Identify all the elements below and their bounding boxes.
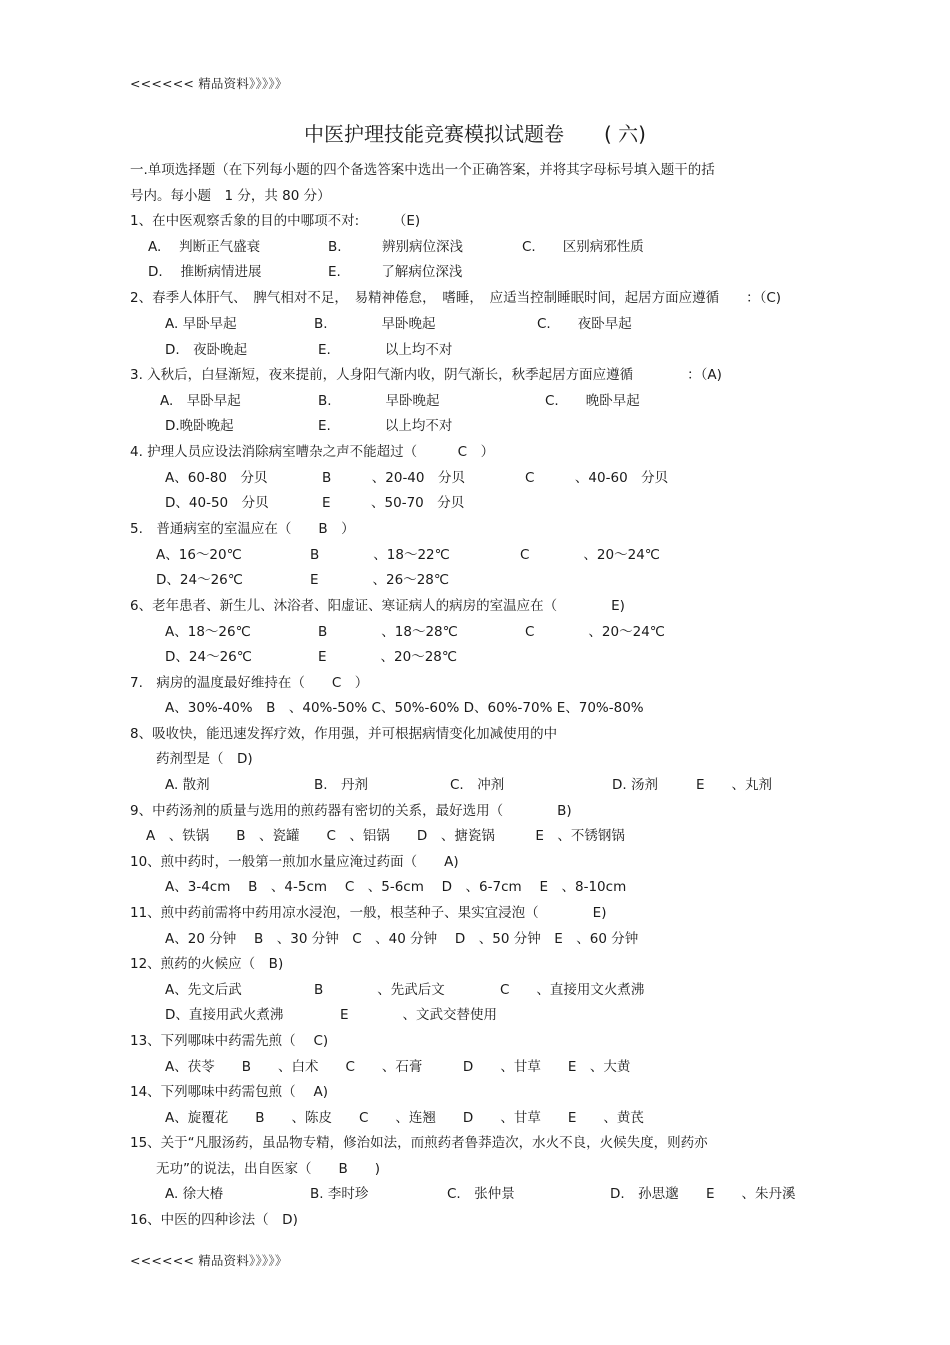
option: A、先文后武 — [165, 982, 242, 998]
option: C. 冲剂 — [450, 777, 505, 793]
option: B. 早卧晚起 — [318, 393, 440, 409]
question-stem: 12、煎药的火候应（ B) — [130, 956, 284, 972]
option: D、24～26℃ — [165, 649, 252, 665]
option: A. 早卧早起 — [160, 393, 241, 409]
question-stem: 14、下列哪味中药需包煎（ A) — [130, 1084, 328, 1100]
question-stem: 3. 入秋后，白昼渐短，夜来提前，人身阳气渐内收，阴气渐长，秋季起居方面应遵循 ：（A) — [130, 367, 722, 383]
option: B. 辨别病位深浅 — [328, 239, 464, 255]
option: E. 以上均不对 — [318, 342, 453, 358]
question-stem: 4. 护理人员应设法消除病室嘈杂之声不能超过（ C ） — [130, 444, 495, 460]
question-stem: 15、关于“凡服汤药，虽品物专精，修治如法，而煎药者鲁莽造次，水火不良，火候失度，则药亦 — [130, 1135, 708, 1151]
option-row: A、30%-40% B 、40%-50% C、50%-60% D、60%-70% E、70%-80% — [165, 700, 644, 716]
option: A、60-80 分贝 — [165, 470, 268, 486]
option: C. 晚卧早起 — [545, 393, 640, 409]
question-stem: 2、春季人体肝气、 脾气相对不足， 易精神倦怠， 嗜睡， 应适当控制睡眠时间，起居方面应遵循 ：（C) — [130, 290, 782, 306]
option: A、18～26℃ — [165, 624, 251, 640]
option: D、24～26℃ — [156, 572, 243, 588]
option: B 、20-40 分贝 — [322, 470, 465, 486]
option: E 、50-70 分贝 — [322, 495, 465, 511]
option: C 、40-60 分贝 — [525, 470, 669, 486]
option: D、40-50 分贝 — [165, 495, 269, 511]
option: D、直接用武火煮沸 — [165, 1007, 284, 1023]
question-stem: 9、中药汤剂的质量与选用的煎药器有密切的关系，最好选用（ B) — [130, 803, 572, 819]
option: E 、朱丹溪 — [706, 1186, 796, 1202]
option-row: A 、铁锅 B 、瓷罐 C 、铝锅 D 、搪瓷锅 E 、不锈钢锅 — [146, 828, 625, 844]
option: D. 孙思邈 — [610, 1186, 679, 1202]
option: C 、直接用文火煮沸 — [500, 982, 645, 998]
option: C 、20～24℃ — [520, 547, 660, 563]
option: D. 汤剂 — [612, 777, 658, 793]
header-watermark: <<<<<< 精品资料》》》》》 — [130, 76, 288, 91]
question-stem: 11、煎中药前需将中药用凉水浸泡，一般，根茎种子、果实宜浸泡（ E) — [130, 905, 607, 921]
question-stem: 13、下列哪味中药需先煎（ C) — [130, 1033, 329, 1049]
option: C 、20～24℃ — [525, 624, 665, 640]
option-row: A、3-4cm B 、4-5cm C 、5-6cm D 、6-7cm E 、8-10cm — [165, 879, 627, 895]
page-title: 中医护理技能竞赛模拟试题卷 ( 六) — [304, 122, 646, 146]
option: E 、26～28℃ — [310, 572, 450, 588]
option: E. 以上均不对 — [318, 418, 453, 434]
question-stem: 8、吸收快，能迅速发挥疗效，作用强，并可根据病情变化加减使用的中 — [130, 726, 558, 742]
option: A、16～20℃ — [156, 547, 242, 563]
option: D. 夜卧晚起 — [165, 342, 248, 358]
question-stem: 10、煎中药时，一般第一煎加水量应淹过药面（ A) — [130, 854, 459, 870]
question-stem: 5. 普通病室的室温应在（ B ） — [130, 521, 355, 537]
option: B 、先武后文 — [314, 982, 445, 998]
option: A. 散剂 — [165, 777, 210, 793]
option: B. 早卧晚起 — [314, 316, 436, 332]
section-heading: 一.单项选择题（在下列每小题的四个备选答案中选出一个正确答案，并将其字母标号填入题干的括 — [130, 162, 715, 178]
option: A. 徐大椿 — [165, 1186, 224, 1202]
footer-watermark: <<<<<< 精品资料》》》》》 — [130, 1253, 288, 1268]
option-row: A、旋覆花 B 、陈皮 C 、连翘 D 、甘草 E 、黄芪 — [165, 1110, 644, 1126]
option: C. 区别病邪性质 — [522, 239, 644, 255]
option: B 、18～28℃ — [318, 624, 458, 640]
option: E 、20～28℃ — [318, 649, 458, 665]
option: A. 早卧早起 — [165, 316, 237, 332]
question-stem: 1、在中医观察舌象的目的中哪项不对: （E) — [130, 213, 421, 229]
question-stem-cont: 药剂型是（ D) — [156, 751, 253, 767]
option: B. 丹剂 — [314, 777, 369, 793]
option: C. 张仲景 — [447, 1186, 515, 1202]
option: B 、18～22℃ — [310, 547, 450, 563]
question-stem: 16、中医的四种诊法（ D) — [130, 1212, 298, 1228]
option: B. 李时珍 — [310, 1186, 369, 1202]
option: E 、丸剂 — [696, 777, 773, 793]
option: A. 判断正气盛衰 — [148, 239, 261, 255]
option: D. 推断病情进展 — [148, 264, 262, 280]
question-stem: 7. 病房的温度最好维持在（ C ） — [130, 675, 369, 691]
option: E. 了解病位深浅 — [328, 264, 463, 280]
option-row: A、20 分钟 B 、30 分钟 C 、40 分钟 D 、50 分钟 E 、60 分钟 — [165, 931, 639, 947]
question-stem-cont: 无功”的说法，出自医家（ B ) — [156, 1161, 381, 1177]
option: C. 夜卧早起 — [537, 316, 632, 332]
option: D.晚卧晚起 — [165, 418, 234, 434]
question-stem: 6、老年患者、新生儿、沐浴者、阳虚证、寒证病人的病房的室温应在（ E) — [130, 598, 625, 614]
option: E 、文武交替使用 — [340, 1007, 498, 1023]
section-heading-cont: 号内。每小题 1 分，共 80 分） — [130, 188, 331, 204]
option-row: A、茯苓 B 、白术 C 、石膏 D 、甘草 E 、大黄 — [165, 1059, 631, 1075]
